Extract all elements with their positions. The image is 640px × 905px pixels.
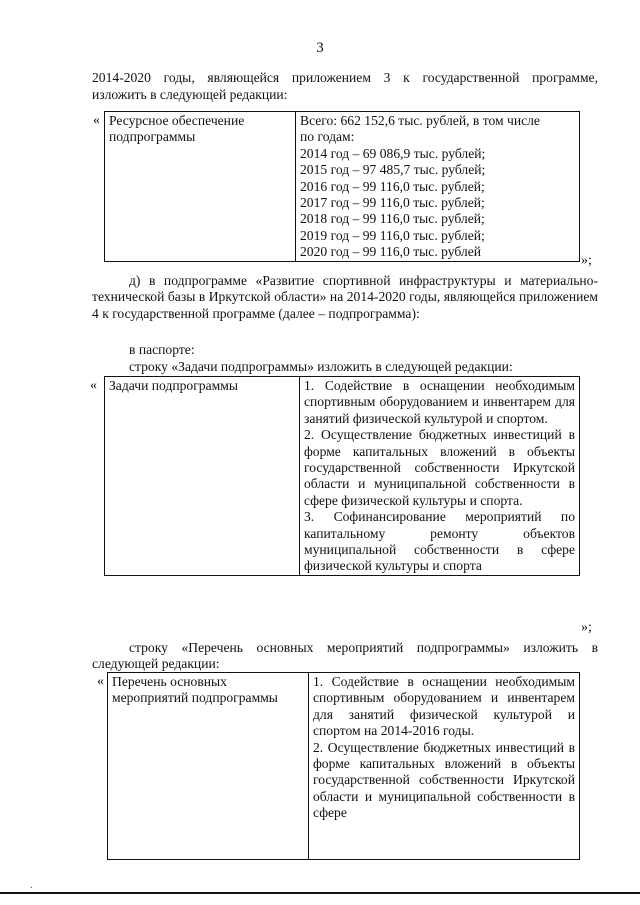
task-item: 2. Осуществление бюджетных инвестиций в форме капитальных вложений в объекты государственной собственности Иркутской области и муниципальной собственности в сфере физической культуры и спорта.: [304, 427, 575, 508]
resource-line: 2018 год – 99 116,0 тыс. рублей;: [300, 211, 485, 227]
close-quote: »;: [581, 253, 592, 268]
tasks-line: строку «Задачи подпрограммы» изложить в следующей редакции:: [129, 359, 513, 374]
paragraph-d: д) в подпрограмме «Развитие спортивной инфраструктуры и материально-технической базы в Иркутской области» на 2014-2020 годы, являющейся приложением 4 к государственной программе (далее – подпрограмма):: [92, 273, 598, 321]
resource-line: 2017 год – 99 116,0 тыс. рублей;: [300, 195, 485, 211]
resource-line: 2020 год – 99 116,0 тыс. рублей: [300, 244, 482, 260]
intro-line-2: изложить в следующей редакции:: [92, 87, 288, 102]
activities-label: Перечень основных мероприятий подпрограммы: [108, 673, 309, 860]
activities-values: [309, 673, 580, 860]
resource-line: 2016 год – 99 116,0 тыс. рублей;: [300, 178, 485, 194]
close-quote: »;: [581, 620, 592, 635]
resource-values: [296, 112, 580, 262]
activity-item: 1. Содействие в оснащении необходимым спортивным оборудованием и инвентарем для занятий физической культурой и спортом на 2014-2016 годы.: [313, 674, 575, 739]
resource-line: 2014 год – 69 086,9 тыс. рублей;: [300, 145, 486, 161]
in-passport-line: в паспорте:: [129, 342, 195, 357]
activities-table: [107, 672, 580, 860]
page-bottom-edge: [0, 892, 640, 894]
intro-line-1: 2014-2020 годы, являющейся приложением 3 к государственной программе,: [92, 70, 598, 85]
tasks-table: [104, 376, 580, 576]
resource-line: Всего: 662 152,6 тыс. рублей, в том числе: [300, 113, 540, 128]
open-quote: «: [97, 674, 104, 689]
task-item: 1. Содействие в оснащении необходимым спортивным оборудованием и инвентарем для занятий физической культурой и спортом.: [304, 378, 575, 426]
task-item: 3. Софинансирование мероприятий по капитальному ремонту объектов муниципальной собственности в сфере физической культуры и спорта: [304, 509, 575, 574]
resource-table: [104, 111, 580, 262]
resource-label: Ресурсное обеспечение подпрограммы: [105, 112, 296, 262]
activities-line: строку «Перечень основных мероприятий подпрограммы» изложить в следующей редакции:: [92, 640, 598, 672]
tasks-label: Задачи подпрограммы: [105, 377, 300, 576]
tasks-values: [300, 377, 580, 576]
page-number: 3: [316, 40, 324, 56]
open-quote: «: [90, 378, 97, 393]
resource-line: 2019 год – 99 116,0 тыс. рублей;: [300, 227, 485, 243]
resource-line: по годам:: [300, 129, 355, 145]
resource-line: 2015 год – 97 485,7 тыс. рублей;: [300, 162, 486, 178]
activity-item: 2. Осуществление бюджетных инвестиций в форме капитальных вложений в объекты государственной собственности Иркутской области и муниципальной собственности в сфере: [313, 739, 575, 821]
open-quote: «: [93, 113, 100, 128]
scan-mark: .: [30, 880, 33, 891]
